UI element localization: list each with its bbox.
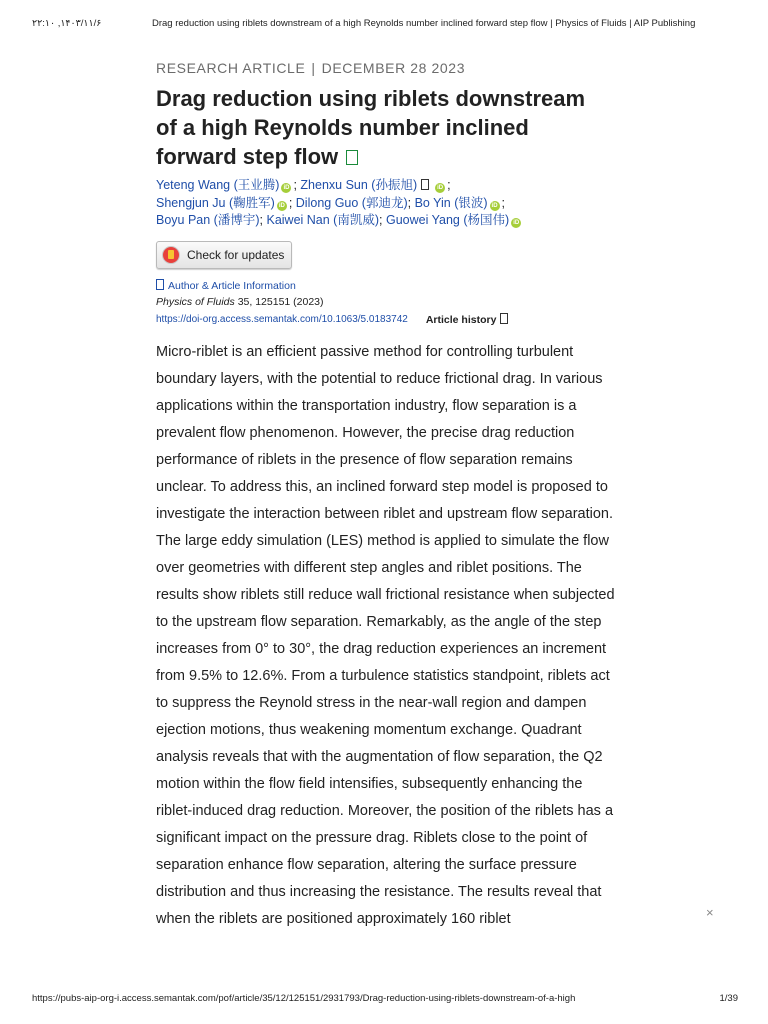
check-for-updates-label: Check for updates: [187, 247, 285, 262]
author-info-label: Author & Article Information: [168, 279, 296, 292]
abstract-text: Micro-riblet is an efficient passive method for controlling turbulent boundary layers, with the potential to reduce frictional drag. In various applications within the transportation industry, flow separation is a prevalent flow phenomenon. However, the precise drag reduction performance of riblets in the presence of flow separation remains unclear. To address this, an inclined forward step model is proposed to investigate the interaction between riblet and upstream flow separation. The large eddy simulation (LES) method is applied to simulate the flow over geometries with different step angles and riblet positions. The results show riblets still reduce wall frictional resistance when subjected to the upstream flow separation. Remarkably, as the angle of the step increases from 0° to 30°, the drag reduction experiences an increment from 9.5% to 12.6%. From a turbulence statistics standpoint, riblets act to suppress the Reynold stress in the near-wall region and dampen ejection motions, thus weakening momentum exchange. Quadrant analysis reveals that with the augmentation of flow separation, the Q2 motion within the flow field intensifies, subsequently enhancing the riblet-induced drag reduction. Moreover, the position of the riblets has a significant impact on the pressure drag. Riblets close to the point of separation enhance flow separation, altering the surface pressure distribution and thus increasing the resistance. The results reveal that when the riblets are positioned approximately 160 riblet: [156, 343, 615, 927]
expand-icon: [156, 279, 164, 290]
author-link[interactable]: Boyu Pan (潘博宇): [156, 213, 260, 227]
citation: [156, 296, 616, 308]
article-meta: [156, 60, 616, 76]
orcid-icon[interactable]: iD: [491, 202, 498, 209]
article-title: Drag reduction using riblets downstream of a high Reynolds number inclined forward step flow: [156, 86, 586, 169]
print-header: [0, 18, 768, 32]
page-number: 1/39: [719, 993, 738, 1004]
external-link-icon[interactable]: [346, 150, 358, 165]
author-link[interactable]: Shengjun Ju (鞠胜军): [156, 195, 275, 210]
article-history-toggle[interactable]: Article history: [426, 313, 513, 326]
author-link[interactable]: Kaiwei Nan (南凯威): [266, 213, 380, 227]
citation-details: 35, 125151 (2023): [234, 295, 324, 308]
author-link[interactable]: Guowei Yang (杨国伟): [385, 213, 510, 227]
orcid-icon[interactable]: iD: [437, 185, 444, 191]
author-link[interactable]: Zhenxu Sun (孙振旭): [300, 178, 418, 192]
orcid-icon[interactable]: iD: [283, 185, 290, 191]
journal-name: Physics of Fluids: [156, 295, 235, 308]
author-list: Yeteng Wang (王业腾) iD ; Zhenxu Sun (孙振旭) iD ; Shengjun Ju (鞠胜军) iD ; Dilong Guo (郭迪龙); Bo Yin (银波) iD ; Boyu Pan (潘博宇); Kaiwei Nan (南凯威); Guowei Yang (杨国伟) iD: [156, 178, 520, 227]
doi-link[interactable]: https://doi-org.access.semantak.com/10.1063/5.0183742: [156, 313, 408, 325]
doi-row: [156, 313, 616, 326]
meta-separator: |: [311, 60, 316, 76]
expand-icon: [500, 313, 508, 324]
article-type: RESEARCH ARTICLE: [156, 60, 306, 76]
orcid-icon[interactable]: iD: [278, 202, 285, 209]
crossmark-icon: [162, 246, 180, 264]
article: [156, 60, 616, 933]
orcid-icon[interactable]: iD: [513, 220, 520, 226]
print-page-title: Drag reduction using riblets downstream of a high Reynolds number inclined forward step flow | Physics of Fluids | AIP Publishing: [152, 18, 696, 29]
email-icon[interactable]: [421, 179, 429, 190]
print-footer: [0, 993, 768, 1007]
author-link[interactable]: Yeteng Wang (王业腾): [156, 178, 280, 192]
article-date: DECEMBER 28 2023: [321, 60, 466, 76]
author-link[interactable]: Bo Yin (银波): [414, 195, 488, 210]
check-for-updates-button[interactable]: [156, 241, 292, 269]
print-url: https://pubs-aip-org-i.access.semantak.com/pof/article/35/12/125151/2931793/Drag-reduction-using-riblets-downstream-of-a-high: [32, 993, 576, 1004]
author-info-link[interactable]: [156, 279, 616, 292]
close-icon[interactable]: ×: [706, 905, 714, 920]
author-link[interactable]: Dilong Guo (郭迪龙): [295, 195, 408, 210]
print-date: ۲۲:۱۰ ,۱۴۰۳/۱۱/۶: [32, 18, 102, 29]
